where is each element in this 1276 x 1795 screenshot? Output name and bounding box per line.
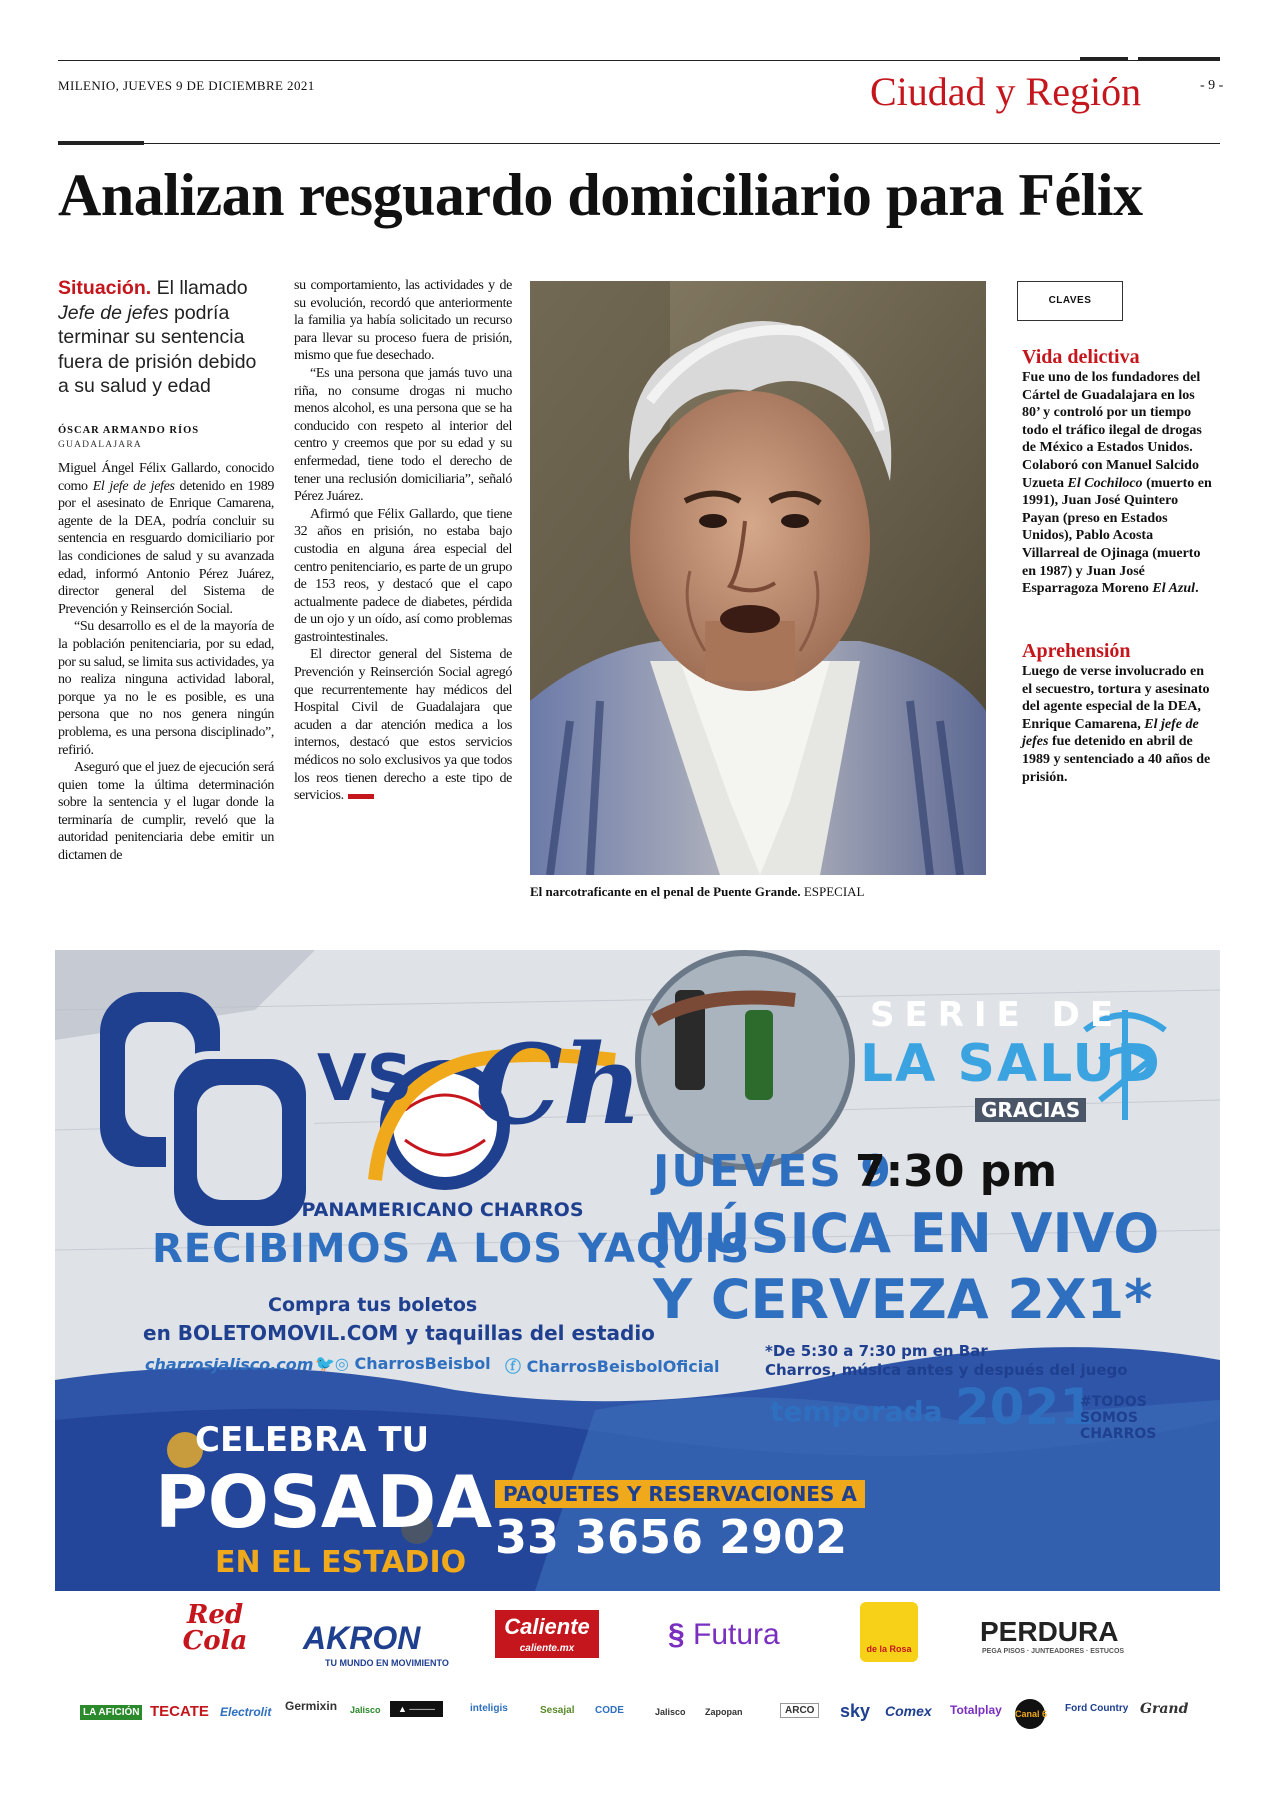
- paragraph: El director general del Sistema de Prevención y Reinserción Social agregó que recurrentemente hay médicos del Hospital Civil de Guadalajara que acuden a dar atención medica a los internos, destacó que estos servicios médicos no solo exclusivos ya que todos los reos tienen derecho a este tipo de servicios.: [294, 647, 512, 804]
- season-year: 2021: [955, 1378, 1095, 1436]
- sidebar-aprehension: [1022, 640, 1212, 786]
- sponsor-arco: ARCO: [780, 1703, 819, 1718]
- page-number: - 9 -: [1200, 78, 1224, 93]
- sponsor-comex: Comex: [885, 1703, 932, 1719]
- website: charrosjalisco.com: [145, 1355, 314, 1374]
- sponsor-sesajal: Sesajal: [540, 1705, 575, 1716]
- paragraph: Miguel Ángel Félix Gallardo, conocido como El jefe de jefes detenido en 1989 por el asesinato de Enrique Camarena, agente de la DEA, podría concluir su sentencia en resguardo domiciliario por las condiciones de salud y su avanzada edad, informó Antonio Pérez Juárez, director general del Sistema de Prevención y Reinserción Social.: [58, 461, 275, 617]
- en-el-estadio: EN EL ESTADIO: [215, 1545, 467, 1580]
- sponsor-jalisco-gob: Jalisco: [350, 1705, 381, 1715]
- sponsor-zapopan: Zapopan: [705, 1707, 743, 1717]
- phone-number[interactable]: 33 3656 2902: [495, 1510, 848, 1564]
- sponsor-caliente: Caliente caliente.mx: [495, 1610, 599, 1658]
- article-photo: [530, 281, 986, 875]
- sponsor-perdura: PERDURA: [980, 1616, 1119, 1647]
- sponsor-futura: § Futura: [668, 1618, 780, 1651]
- sponsor-logos: [55, 1600, 1220, 1682]
- paragraph: Aseguró que el juez de ejecución será quien tome la última determinación sobre la sentencia y el lugar donde la terminaría de cumplir, reveló que la autoridad penitenciaria debe emitir un dictamen de: [58, 760, 274, 864]
- dek: [58, 276, 263, 399]
- charros-logo-text: Ch: [475, 1020, 643, 1149]
- promo-note-1: *De 5:30 a 7:30 pm en Bar: [765, 1342, 988, 1360]
- sidebar-vida-delictiva: [1022, 346, 1212, 598]
- sidebar-text: Luego de verse involucrado en el secuestro, tortura y asesinato del agente especial de la DEA, Enrique Camarena, El jefe de jefes fue detenido en abril de 1989 y sentenciado a 40 años de prisión.: [1022, 664, 1211, 785]
- sponsor-tecate: TECATE: [150, 1703, 209, 1720]
- hashtag: #TODOS SOMOS CHARROS: [1080, 1394, 1157, 1442]
- sponsor-jalisco: Jalisco: [655, 1707, 686, 1717]
- akron-tagline: TU MUNDO EN MOVIMIENTO: [325, 1658, 449, 1668]
- sidebar-text: Fue uno de los fundadores del Cártel de Guadalajara en los 80’ y controló por un tiempo todo el tráfico ilegal de drogas de México a Estados Unidos. Colaboró con Manuel Salcido Uzueta El Cochiloco (muerto en 1991), Juan José Quintero Payan (preso en Estados Unidos), Pablo Acosta Villarreal de Ojinaga (muerto en 1987) y Juan José Esparragoza Moreno El Azul.: [1022, 370, 1212, 597]
- paquetes-label: PAQUETES Y RESERVACIONES A: [495, 1480, 865, 1508]
- musica-en-vivo: MÚSICA EN VIVO: [653, 1202, 1160, 1265]
- perdura-tagline: PEGA PISOS · JUNTEADORES · ESTUCOS: [982, 1648, 1125, 1655]
- body-column-1: [58, 460, 274, 865]
- cerveza-2x1: Y CERVEZA 2X1*: [653, 1268, 1153, 1331]
- serie-de: SERIE DE: [870, 995, 1124, 1035]
- claves-box: CLAVES: [1017, 281, 1123, 321]
- la-salud: LA SALUD: [860, 1034, 1162, 1094]
- dateline: GUADALAJARA: [58, 440, 142, 450]
- sponsor-canal-6: Canal 6: [1015, 1699, 1045, 1729]
- celebra-tu: CELEBRA TU: [195, 1420, 430, 1460]
- sponsor-inteligis: inteligis: [470, 1703, 508, 1714]
- charros-advertisement[interactable]: [55, 950, 1220, 1591]
- sponsor-dark-box: ▲ ────: [390, 1701, 443, 1717]
- dek-text-2: podría terminar su sentencia fuera de prisión debido a su salud y edad: [58, 301, 257, 397]
- sidebar-heading: Aprehensión: [1022, 640, 1131, 662]
- photo-caption: El narcotraficante en el penal de Puente Grande. ESPECIAL: [530, 884, 865, 899]
- sponsor-aficion: LA AFICIÓN: [80, 1705, 142, 1720]
- sponsor-code: CODE: [595, 1705, 624, 1716]
- paragraph: su comportamiento, las actividades y de su evolución, recordó que anteriormente la familia ya había solicitado un recurso para llevar su proceso fuera de prisión, mismo que fue desechado.: [294, 278, 512, 364]
- dek-lead: Situación.: [58, 277, 152, 299]
- body-column-2: [294, 277, 512, 805]
- social-facebook: ⓕ CharrosBeisbolOficial: [505, 1357, 720, 1376]
- vs-label: VS: [317, 1042, 413, 1116]
- temporada: temporada: [770, 1395, 943, 1428]
- social-twitter-instagram: 🐦◎ CharrosBeisbol: [315, 1354, 491, 1373]
- headline: Analizan resguardo domiciliario para Félix: [58, 162, 1143, 228]
- end-mark: [348, 794, 374, 799]
- sponsor-ford-country: Ford Country: [1065, 1703, 1129, 1714]
- sponsor-totalplay: Totalplay: [950, 1703, 1002, 1717]
- recibimos: RECIBIMOS A LOS YAQUIS: [152, 1226, 751, 1272]
- dek-text: El llamado: [151, 277, 248, 299]
- sponsor-de-la-rosa: de la Rosa: [860, 1602, 918, 1662]
- sidebar-heading: Vida delictiva: [1022, 346, 1140, 368]
- dek-italic: Jefe de jefes: [58, 301, 169, 324]
- sponsor-red-cola: Red Cola: [182, 1600, 248, 1656]
- sponsor-sky: sky: [840, 1701, 871, 1721]
- paragraph: “Su desarrollo es el de la mayoría de la población penitenciaria, por su edad, por su salud, se limita sus actividades, ya no realiza ninguna actividad laboral, porque ya no le es posible, es una persona que no nos genera ningún problema, es una persona disciplinado”, refirió.: [58, 619, 274, 758]
- sponsor-grand: Grand: [1140, 1701, 1189, 1717]
- paragraph: Afirmó que Félix Gallardo, que tiene 32 años en prisión, no estaba bajo custodia en alguna área especial del centro penitenciario, es parte de un grupo de 153 reos, y destacó que el capo actualmente padece de diabetes, pérdida de un ojo y un oído, así como problemas gastrointestinales.: [294, 506, 512, 645]
- sponsor-electrolit: Electrolit: [220, 1705, 272, 1719]
- boletomovil: en BOLETOMOVIL.COM y taquillas del estadio: [143, 1321, 655, 1345]
- section-title: Ciudad y Región: [870, 69, 1142, 114]
- folio: MILENIO, JUEVES 9 DE DICIEMBRE 2021: [58, 78, 315, 93]
- compra-boletos: Compra tus boletos: [268, 1294, 478, 1316]
- stadium-name: ESTADIO PANAMERICANO CHARROS: [203, 1199, 584, 1221]
- sponsor-logos-secondary: [80, 1695, 1195, 1735]
- event-date: JUEVES 9: [653, 1146, 893, 1197]
- posada: POSADA: [155, 1460, 493, 1544]
- byline: ÓSCAR ARMANDO RÍOS: [58, 425, 200, 436]
- promo-note-2: Charros, música antes y después del juego: [765, 1361, 1128, 1379]
- sponsor-akron: AKRON: [303, 1620, 421, 1656]
- gracias: GRACIAS: [975, 1098, 1086, 1122]
- paragraph: “Es una persona que jamás tuvo una riña, no consume drogas ni mucho menos alcohol, es una persona que se ha conducido con respeto al interior del centro y creemos que por su edad y su enfermedad, tiene todo el derecho de tener una reclusión domiciliaria”, señaló Pérez Juárez.: [294, 365, 512, 505]
- sponsor-germixin: Germixin: [285, 1699, 338, 1713]
- event-time: 7:30 pm: [855, 1146, 1058, 1197]
